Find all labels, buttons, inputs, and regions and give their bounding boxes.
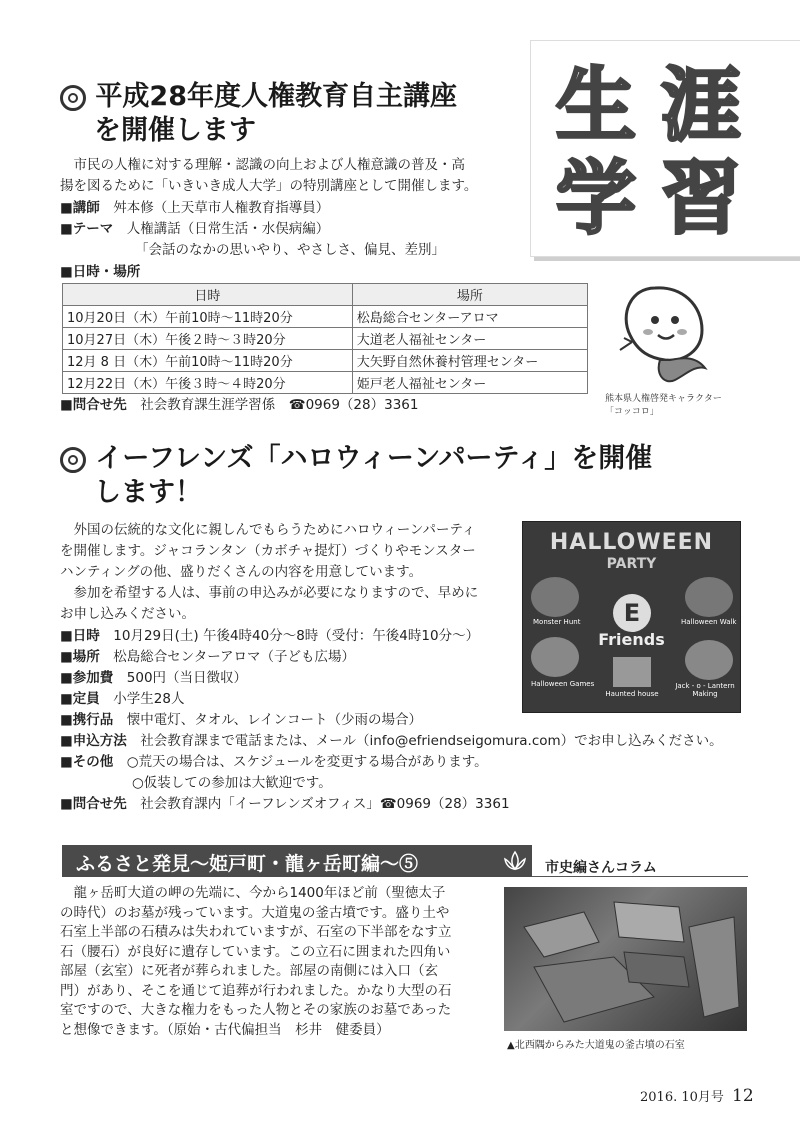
issue-label: 2016. 10月号 <box>640 1090 724 1105</box>
halloween-poster <box>522 521 741 713</box>
table-cell: 12月 8 日（木）午前10時～11時20分 <box>63 350 353 372</box>
intro-line: 市民の人権に対する理解・認識の向上および人権意識の普及・高 <box>60 157 465 173</box>
schedule-table <box>62 283 588 394</box>
flower-bullet-icon <box>60 85 86 111</box>
theme-sub: 「会話のなかの思いやり、やさしさ、偏見、差別」 <box>135 242 445 258</box>
body-line: 石室上半部の石積みは失われていますが、石室の下半部をなす立 <box>60 924 452 940</box>
lifelong-learning-box <box>530 40 800 257</box>
poster-photo-circle <box>685 577 733 617</box>
table-cell: 10月27日（木）午後２時～３時20分 <box>63 328 353 350</box>
field-label: ■ その他 <box>60 754 113 770</box>
table-cell: 10月20日（木）午前10時～11時20分 <box>63 306 353 328</box>
field-label: ■ 講師 <box>60 200 100 216</box>
field-label: ■ 日時・場所 <box>60 264 140 280</box>
tomb-photo <box>504 887 747 1031</box>
table-header-row <box>63 284 588 306</box>
kanji-char: 涯 <box>661 59 741 152</box>
lotus-icon <box>502 849 528 873</box>
field-label: ■ 携行品 <box>60 712 113 728</box>
field-row <box>60 752 723 773</box>
table-cell: 12月22日（木）午後３時～４時20分 <box>63 372 353 394</box>
field-value: 小学生28人 <box>113 691 185 707</box>
section3-body <box>60 884 490 1040</box>
poster-item: Monster Hunt <box>533 618 581 626</box>
poster-logo: Friends <box>598 630 665 649</box>
poster-item: Jack - o - Lantern Making <box>675 682 735 698</box>
field-value: 松島総合センターアロマ（子ども広場） <box>113 649 356 665</box>
field-label: ■ 問合せ先 <box>60 397 127 413</box>
mascot-caption <box>605 393 722 419</box>
table-row <box>63 306 588 328</box>
table-cell: 大矢野自然休養村管理センター <box>352 350 587 372</box>
poster-item: Halloween Games <box>531 680 595 688</box>
page-footer <box>640 1086 754 1106</box>
body-line: 門）があり、そこを通じて追葬が行われました。かなり大型の石 <box>60 982 452 999</box>
schedule-label <box>60 262 140 283</box>
field-row <box>60 794 723 815</box>
poster-item: Haunted house <box>605 690 659 698</box>
intro-line: 外国の伝統的な文化に親しんでもらうためにハロウィーンパーティ <box>60 522 476 538</box>
body-line: の時代）のお墓が残っています。大道鬼の釜古墳です。盛り土や <box>60 904 450 921</box>
field-label: ■ 場所 <box>60 649 100 665</box>
field-value: 人権講話（日常生活・水俣病編） <box>126 221 330 237</box>
table-cell: 姫戸老人福祉センター <box>352 372 587 394</box>
stone-chamber-image <box>504 887 747 1031</box>
banner-title: ふるさと発見～姫戸町・龍ヶ岳町編～⑤ <box>76 853 419 875</box>
theme-field <box>60 219 329 240</box>
field-label: ■ 参加費 <box>60 670 113 686</box>
section1-heading-line1: 平成28年度人権教育自主講座 <box>95 81 457 112</box>
table-header: 場所 <box>352 284 587 306</box>
column-label: 市史編さんコラム <box>545 860 657 876</box>
field-label: ■ 日時 <box>60 628 100 644</box>
field-value: 社会教育課生涯学習係 ☎0969（28）3361 <box>140 397 419 413</box>
body-line: 室ですので、大きな権力をもった人物とその家族のお墓であった <box>60 1002 452 1018</box>
lecturer-field <box>60 198 329 219</box>
intro-line: 参加を希望する人は、事前の申込みが必要になりますので、早めに <box>60 585 479 601</box>
table-row <box>63 350 588 372</box>
field-value: 10月29日(土) 午後4時40分～8時（受付：午後4時10分～） <box>113 628 480 644</box>
table-header: 日時 <box>63 284 353 306</box>
field-row <box>60 731 723 752</box>
poster-photo-circle <box>531 577 579 617</box>
mascot-caption-line: 熊本県人権啓発キャラクター <box>605 394 722 404</box>
poster-item: Halloween Walk <box>681 618 737 626</box>
section1-heading <box>60 80 530 148</box>
other-line2: ○仮装しての参加は大歓迎です。 <box>132 775 332 791</box>
field-label: ■ 定員 <box>60 691 100 707</box>
photo-caption: ▲北西隅からみた大道鬼の釜古墳の石室 <box>507 1040 685 1051</box>
field-value: 社会教育課まで電話または、メール（info@efriendseigomura.com）でお申し込みください。 <box>140 733 723 749</box>
field-value: 500円（当日徴収） <box>126 670 248 686</box>
furusato-banner <box>62 845 532 877</box>
table-cell: 松島総合センターアロマ <box>352 306 587 328</box>
field-value: 懐中電灯、タオル、レインコート（少雨の場合） <box>126 712 423 728</box>
flower-bullet-icon <box>60 447 86 473</box>
field-value: 社会教育課内「イーフレンズオフィス」☎0969（28）3361 <box>140 796 510 812</box>
poster-logo-e: E <box>613 594 651 632</box>
kanji-char: 学 <box>556 152 636 245</box>
table-row <box>63 328 588 350</box>
poster-photo-circle <box>685 640 733 680</box>
kanji-char: 習 <box>661 152 741 245</box>
section2-heading <box>60 442 760 510</box>
section2-heading-line2: します！ <box>94 477 202 508</box>
mascot-caption-line: 「コッコロ」 <box>605 407 659 417</box>
section2-heading-line1: イーフレンズ「ハロウィーンパーティ」を開催 <box>95 443 653 474</box>
section2-intro <box>60 520 520 625</box>
poster-haunted-house <box>613 657 651 687</box>
intro-line: お申し込みください。 <box>60 606 195 622</box>
field-row <box>60 710 723 731</box>
field-label: ■ テーマ <box>60 221 113 237</box>
field-value: ○荒天の場合は、スケジュールを変更する場合があります。 <box>126 754 488 770</box>
table-row <box>63 372 588 394</box>
body-line: 龍ヶ岳町大道の岬の先端に、今から1400年ほど前（聖徳太子 <box>60 885 446 901</box>
field-value: 舛本修（上天草市人権教育指導員） <box>113 200 330 216</box>
section1-intro <box>60 155 540 197</box>
field-label: ■ 問合せ先 <box>60 796 127 812</box>
poster-photo-circle <box>531 637 579 677</box>
body-line: と想像できます。（原始・古代偏担当 杉井 健委員） <box>60 1021 390 1038</box>
field-label: ■ 申込方法 <box>60 733 127 749</box>
body-line: 部屋（玄室）に死者が葬られました。部屋の南側には入口（玄 <box>60 963 438 979</box>
mascot-kokkoro-icon <box>610 280 720 390</box>
intro-line: 揚を図るために「いきいき成人大学」の特別講座として開催します。 <box>60 178 478 194</box>
poster-title: HALLOWEEN <box>549 530 714 555</box>
intro-line: ハンティングの他、盛りだくさんの内容を用意しています。 <box>60 564 423 580</box>
section1-heading-line2: を開催します <box>94 115 256 146</box>
table-cell: 大道老人福祉センター <box>352 328 587 350</box>
kanji-char: 生 <box>556 59 636 152</box>
intro-line: を開催します。ジャコランタン（カボチャ提灯）づくりやモンスター <box>60 543 476 559</box>
body-line: 石（腰石）が良好に遺存しています。この立石に囲まれた四角い <box>60 943 451 960</box>
page-number: 12 <box>732 1086 754 1106</box>
poster-subtitle: PARTY <box>606 556 657 572</box>
contact-field <box>60 395 418 416</box>
